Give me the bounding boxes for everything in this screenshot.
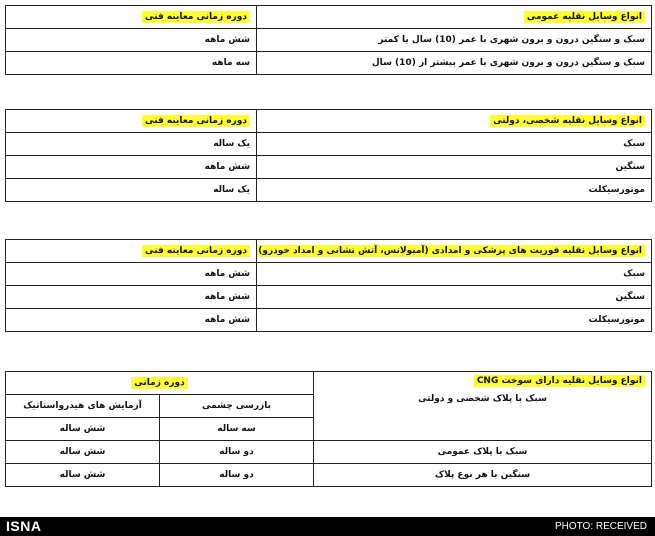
vehicle-type-cell: سنگین <box>257 156 652 179</box>
vehicle-type-header: انواع وسایل نقلیه فوریت های پزشکی و امدادی (آمبولانس، آتش نشانی و امداد خودرو) <box>257 240 652 263</box>
period-header: دوره زمانی معاینه فنی <box>6 110 257 133</box>
table-header-row <box>6 372 652 395</box>
period-cell: شش ماهه <box>6 156 257 179</box>
period-header: دوره زمانی <box>6 372 314 395</box>
table-row <box>6 309 652 332</box>
vehicle-type-cell: موتورسیکلت <box>257 179 652 202</box>
footer-bar <box>0 517 655 536</box>
vehicle-type-cell: سبک و سنگین درون و برون شهری با عمر (10) سال یا کمتر <box>257 29 652 52</box>
period-header: دوره زمانی معاینه فنی <box>6 240 257 263</box>
vehicle-type-cell: سبک با پلاک شخصی و دولتی <box>418 394 547 404</box>
visual-inspection-cell: دو ساله <box>160 441 314 464</box>
vehicle-type-cell: سبک <box>257 133 652 156</box>
period-header: دوره زمانی معاینه فنی <box>6 6 257 29</box>
hydrostatic-test-header: آزمایش های هیدرواستاتیک <box>6 395 160 418</box>
table-header-row <box>6 110 652 133</box>
vehicle-type-cell: سنگین با هر نوع پلاک <box>314 464 652 487</box>
period-cell: یک ساله <box>6 133 257 156</box>
vehicle-type-header: انواع وسایل نقلیه شخصی، دولتی <box>257 110 652 133</box>
table-row <box>6 52 652 75</box>
table-row <box>6 156 652 179</box>
hydrostatic-test-cell: شش ساله <box>6 418 160 441</box>
visual-inspection-cell: دو ساله <box>160 464 314 487</box>
photo-credit: PHOTO: RECEIVED <box>554 521 647 532</box>
vehicle-type-cell: سنگین <box>257 286 652 309</box>
table-row <box>6 441 652 464</box>
vehicle-type-cell: سبک <box>257 263 652 286</box>
period-cell: شش ماهه <box>6 29 257 52</box>
period-cell: شش ماهه <box>6 263 257 286</box>
vehicle-type-cell: سبک و سنگین درون و برون شهری با عمر بیشتر از (10) سال <box>257 52 652 75</box>
cng-vehicles-table <box>5 371 652 487</box>
period-cell: سه ماهه <box>6 52 257 75</box>
emergency-vehicles-table <box>5 239 652 332</box>
vehicle-type-header: انواع وسایل نقلیه دارای سوخت CNG سبک با پلاک شخصی و دولتی <box>314 372 652 441</box>
table-row <box>6 133 652 156</box>
table-row <box>6 464 652 487</box>
hydrostatic-test-cell: شش ساله <box>6 441 160 464</box>
public-vehicles-table <box>5 5 652 75</box>
private-government-vehicles-table <box>5 109 652 202</box>
brand-logo: ISNA <box>6 518 42 534</box>
table-row <box>6 263 652 286</box>
period-cell: شش ماهه <box>6 309 257 332</box>
hydrostatic-test-cell: شش ساله <box>6 464 160 487</box>
visual-inspection-header: بازرسی چشمی <box>160 395 314 418</box>
vehicle-type-header: انواع وسایل نقلیه عمومی <box>257 6 652 29</box>
visual-inspection-cell: سه ساله <box>160 418 314 441</box>
table-header-row <box>6 6 652 29</box>
table-row <box>6 29 652 52</box>
vehicle-type-cell: سبک با پلاک عمومی <box>314 441 652 464</box>
table-row <box>6 286 652 309</box>
table-header-row <box>6 240 652 263</box>
period-cell: شش ماهه <box>6 286 257 309</box>
table-row <box>6 179 652 202</box>
period-cell: یک ساله <box>6 179 257 202</box>
vehicle-type-cell: موتورسیکلت <box>257 309 652 332</box>
